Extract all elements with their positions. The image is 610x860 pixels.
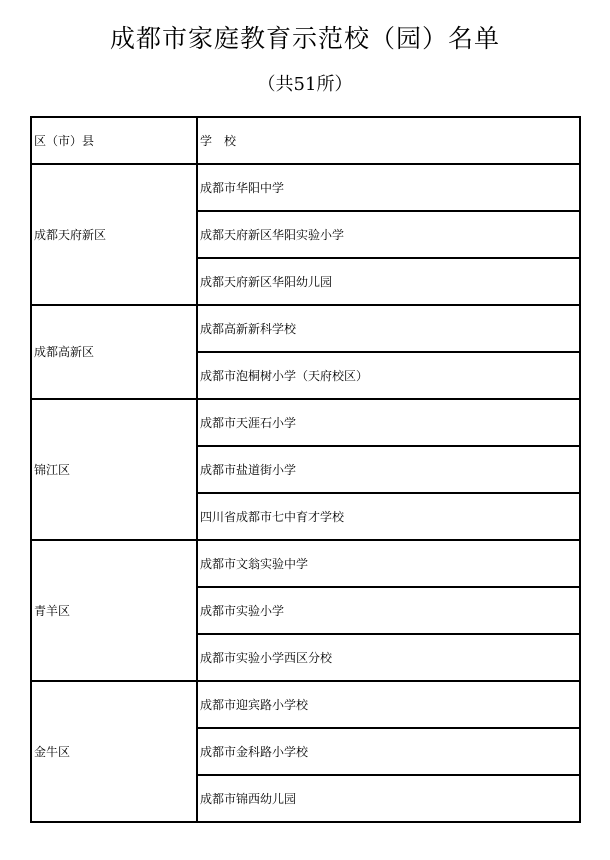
district-cell: 锦江区 [31, 399, 197, 540]
table-header-row [31, 117, 580, 164]
school-cell: 成都高新新科学校 [197, 305, 580, 352]
school-cell: 成都市实验小学西区分校 [197, 634, 580, 681]
district-cell: 金牛区 [31, 681, 197, 822]
header-district: 区（市）县 [31, 117, 197, 164]
school-cell: 成都市金科路小学校 [197, 728, 580, 775]
district-cell: 青羊区 [31, 540, 197, 681]
school-cell: 成都市华阳中学 [197, 164, 580, 211]
table-row [31, 540, 580, 587]
school-cell: 成都天府新区华阳实验小学 [197, 211, 580, 258]
school-cell: 四川省成都市七中育才学校 [197, 493, 580, 540]
table-row [31, 399, 580, 446]
table-row [31, 164, 580, 211]
school-cell: 成都天府新区华阳幼儿园 [197, 258, 580, 305]
table-row [31, 681, 580, 728]
header-school: 学 校 [197, 117, 580, 164]
school-cell: 成都市盐道街小学 [197, 446, 580, 493]
school-cell: 成都市锦西幼儿园 [197, 775, 580, 822]
school-cell: 成都市天涯石小学 [197, 399, 580, 446]
district-cell: 成都高新区 [31, 305, 197, 399]
table-row [31, 305, 580, 352]
document-title: 成都市家庭教育示范校（园）名单 [109, 24, 500, 53]
district-cell: 成都天府新区 [31, 164, 197, 305]
school-cell: 成都市实验小学 [197, 587, 580, 634]
school-cell: 成都市文翁实验中学 [197, 540, 580, 587]
document-subtitle: （共51所） [257, 74, 353, 95]
school-cell: 成都市迎宾路小学校 [197, 681, 580, 728]
school-list-table [30, 116, 581, 823]
school-cell: 成都市泡桐树小学（天府校区） [197, 352, 580, 399]
